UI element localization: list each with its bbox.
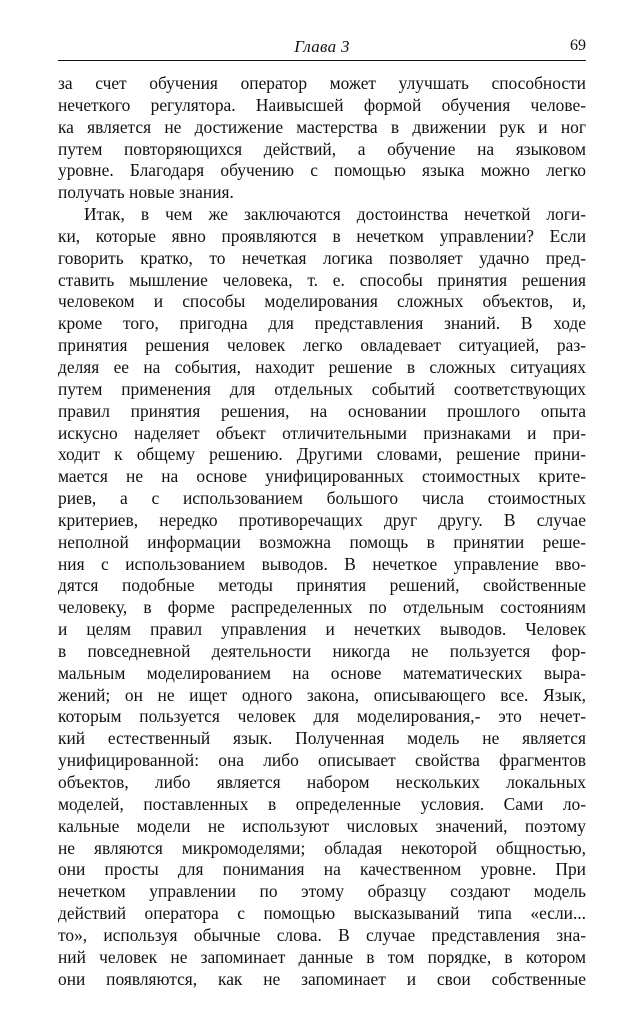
- text-line: неполной информации возможна помощь в принятии реше-: [58, 531, 586, 552]
- text-line: человеком и способы моделирования сложных объектов, и,: [58, 291, 586, 312]
- text-line: получать новые знания.: [58, 182, 234, 203]
- text-line: ка является не достижение мастерства в движении рук и ног: [58, 116, 586, 137]
- text-line: искусно наделяет объект отличительными признаками и при-: [58, 422, 586, 443]
- text-line: риев, а с использованием большого числа стоимостных: [58, 488, 586, 509]
- text-line: не являются микромоделями; обладая некоторой общностью,: [58, 837, 586, 858]
- body-text: [58, 73, 586, 990]
- text-line: уровне. Благодаря обучению с помощью языка можно легко: [58, 160, 586, 181]
- text-line: моделей, поставленных в определенные условия. Сами ло-: [58, 793, 586, 814]
- text-line: ки, которые явно проявляются в нечетком управлении? Если: [58, 225, 586, 246]
- text-line: действий оператора с помощью высказываний типа «если...: [58, 903, 586, 924]
- text-line: которым пользуется человек для моделирования,- это нечет-: [58, 706, 586, 727]
- text-line: критериев, нередко противоречащих друг другу. В случае: [58, 509, 586, 530]
- text-line: то», используя обычные слова. В случае представления зна-: [58, 924, 586, 945]
- text-line: человеку, в форме распределенных по отдельным состояниям: [58, 597, 586, 618]
- text-line: за счет обучения оператор может улучшать способности: [58, 73, 586, 93]
- text-line: в повседневной деятельности никогда не пользуется фор-: [58, 640, 586, 661]
- text-line: дятся подобные методы принятия решений, свойственные: [58, 575, 586, 596]
- text-line: мальным моделированием на основе математических выра-: [58, 662, 586, 683]
- chapter-title: Глава 3: [294, 37, 350, 56]
- text-line: кальные модели не используют числовых значений, поэтому: [58, 815, 586, 836]
- text-line: ходит к общему решению. Другими словами, решение прини-: [58, 444, 586, 465]
- text-line: путем применения для отдельных событий соответствующих: [58, 378, 586, 399]
- text-line: нечеткого регулятора. Наивысшей формой обучения челове-: [58, 94, 586, 115]
- text-line: принятия решения человек легко овладевает ситуацией, раз-: [58, 335, 586, 356]
- running-head: [58, 36, 586, 61]
- text-line: нечетком управлении по этому образцу создают модель: [58, 881, 586, 902]
- text-line: унифицированной: она либо описывает свойства фрагментов: [58, 750, 586, 771]
- text-line: правил принятия решения, на основании прошлого опыта: [58, 400, 586, 421]
- page-number: 69: [570, 37, 586, 54]
- text-line: мается не на основе унифицированных стоимостных крите-: [58, 466, 586, 487]
- text-line: говорить кратко, то нечеткая логика позволяет удачно пред-: [58, 247, 586, 268]
- text-line: кий естественный язык. Полученная модель не является: [58, 728, 586, 749]
- text-line: и целям правил управления и нечетких выводов. Человек: [58, 619, 586, 640]
- text-line: ния с использованием выводов. В нечеткое управление вво-: [58, 553, 586, 574]
- text-line: жений; он не ищет одного закона, описывающего все. Язык,: [58, 684, 586, 705]
- text-line: кроме того, пригодна для представления знаний. В ходе: [58, 313, 586, 334]
- text-line: объектов, либо является набором нескольких локальных: [58, 772, 586, 792]
- text-line: ний человек не запоминает данные в том порядке, в котором: [58, 946, 586, 967]
- text-line: Итак, в чем же заключаются достоинства нечеткой логи-: [84, 204, 586, 225]
- text-line: путем повторяющихся действий, а обучение на языковом: [58, 138, 586, 159]
- text-line: они появляются, как не запоминает и свои собственные: [58, 968, 586, 989]
- text-line: ставить мышление человека, т. е. способы принятия решения: [58, 269, 586, 290]
- text-line: деляя ее на события, находит решение в сложных ситуациях: [58, 356, 586, 377]
- text-line: они просты для понимания на качественном уровне. При: [58, 859, 586, 880]
